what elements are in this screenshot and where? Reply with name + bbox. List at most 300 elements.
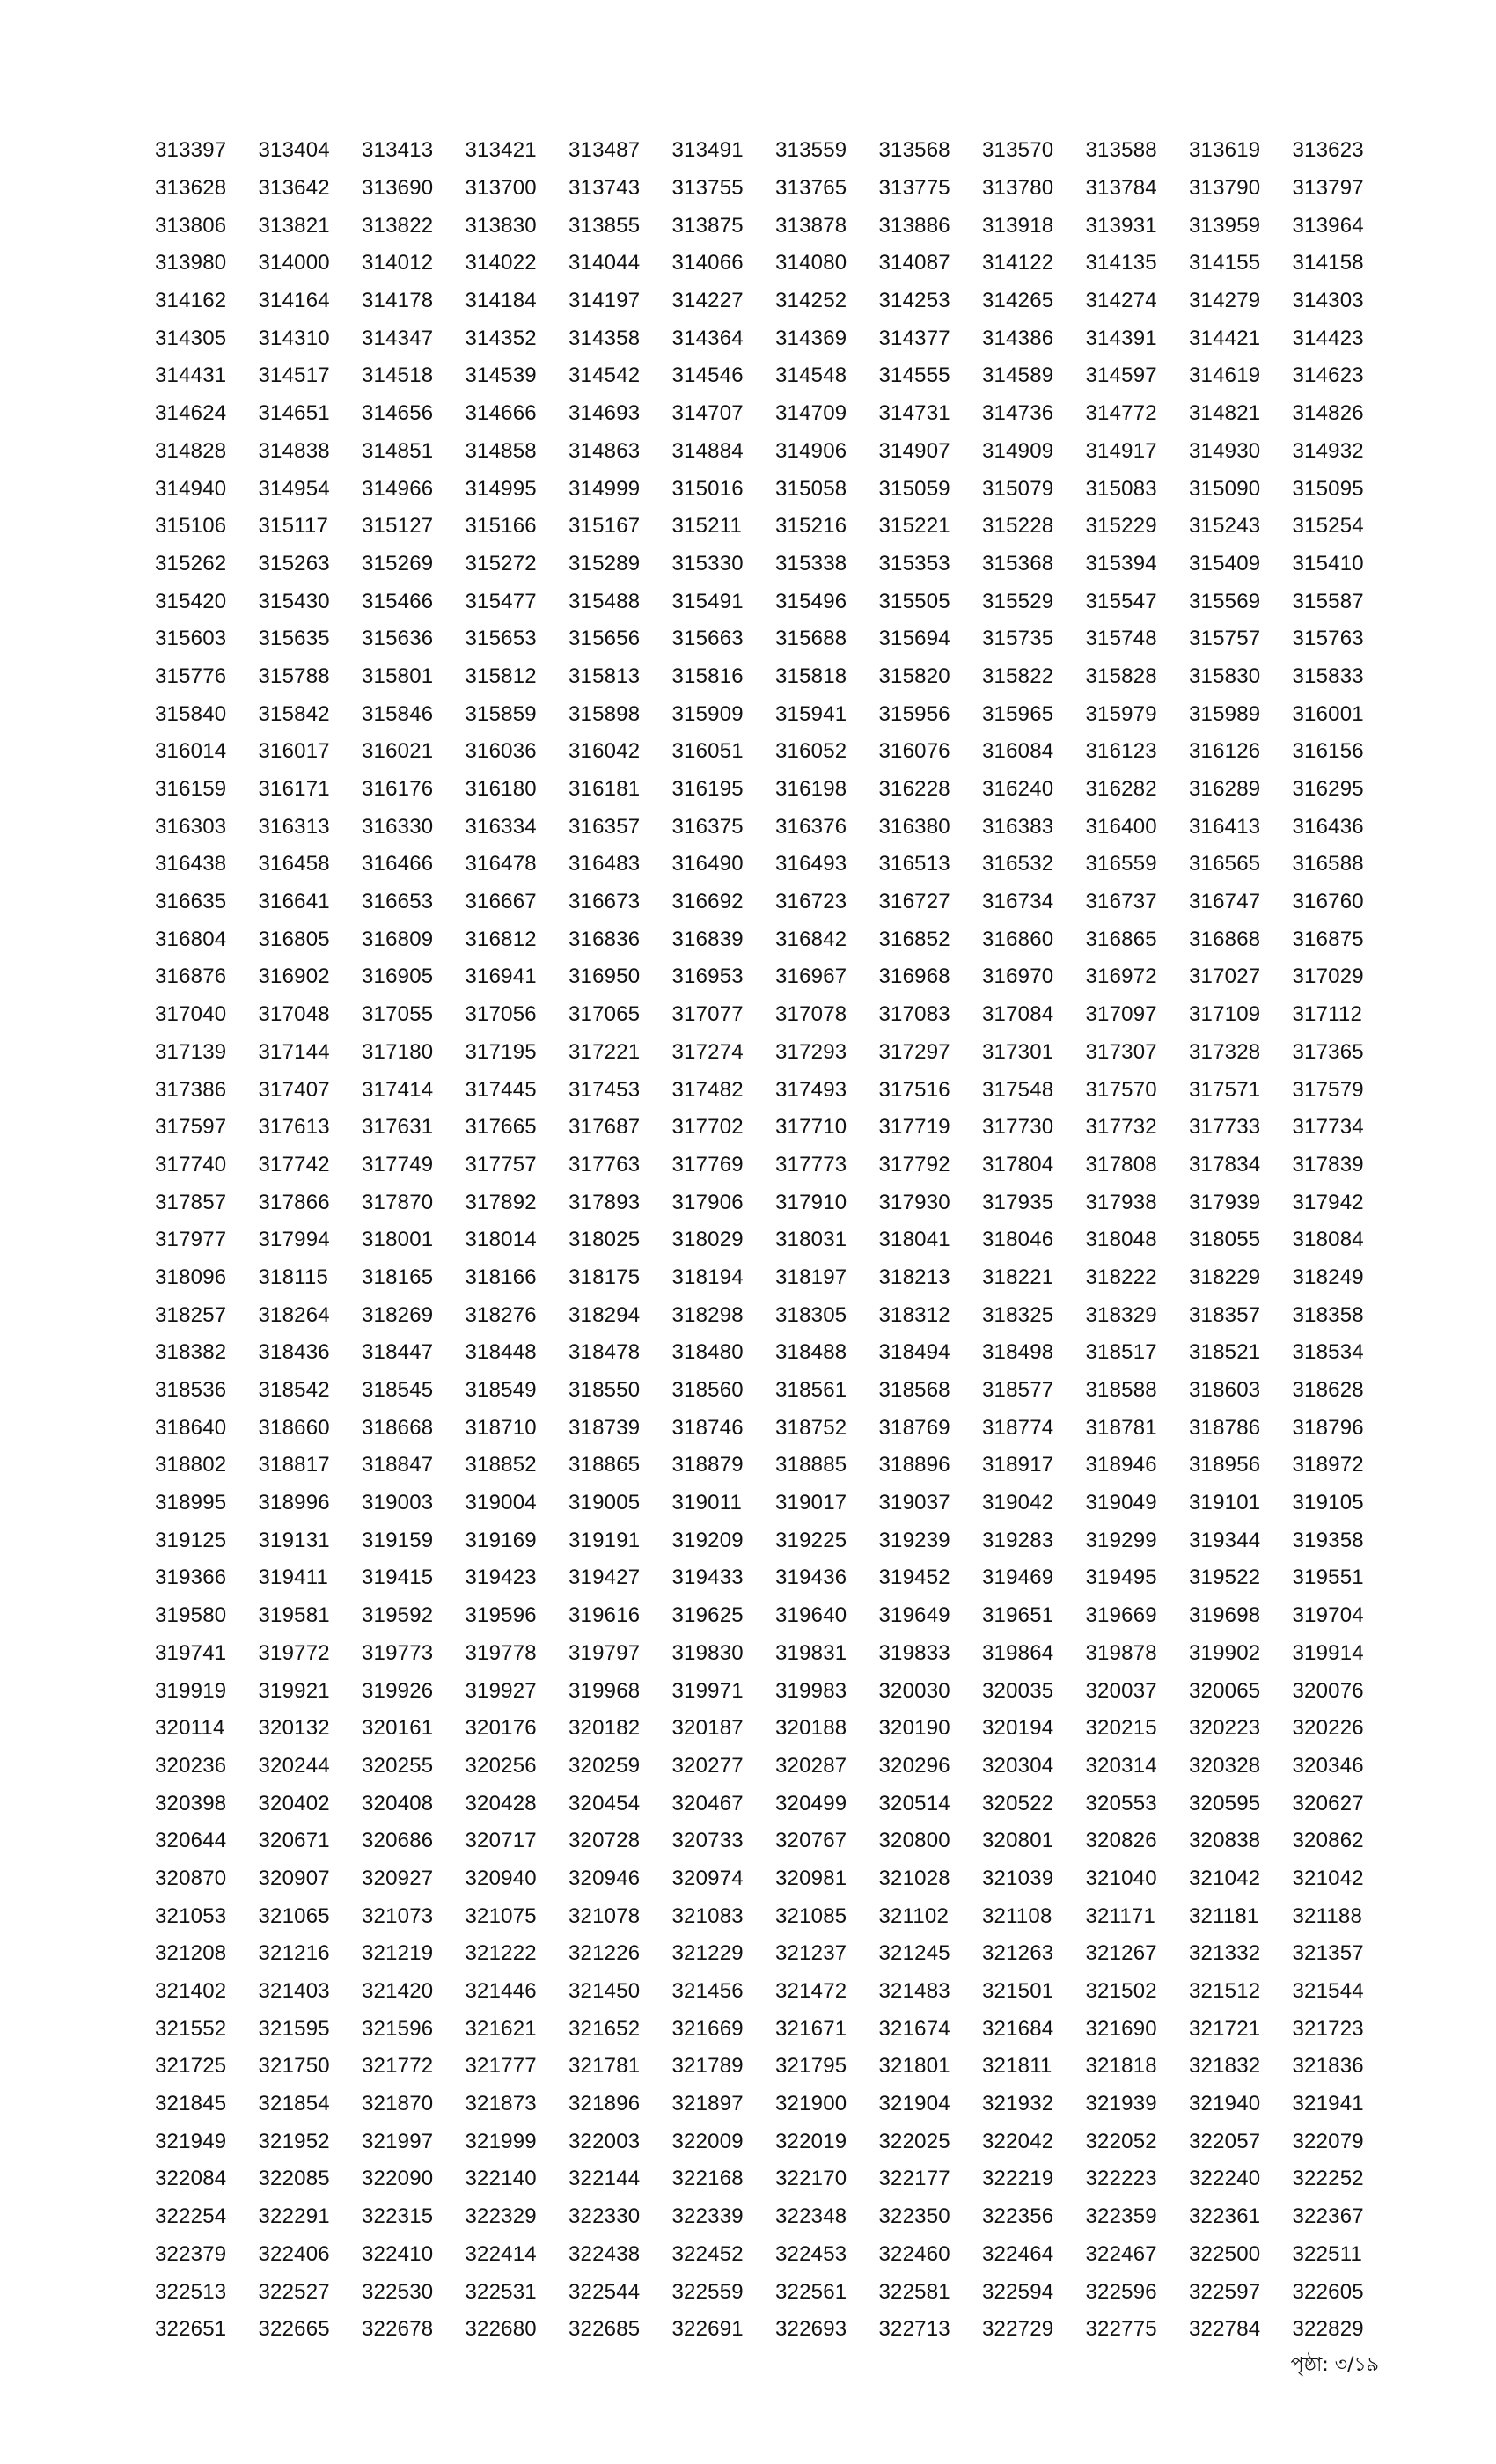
number-row <box>155 884 1396 921</box>
roll-number-cell: 313421 <box>465 138 537 163</box>
roll-number-cell: 322594 <box>982 2279 1054 2304</box>
roll-number-cell: 317719 <box>878 1115 950 1140</box>
roll-number-cell: 314906 <box>775 438 847 463</box>
roll-number-cell: 316588 <box>1292 852 1364 876</box>
roll-number-cell: 319551 <box>1292 1566 1364 1590</box>
roll-number-cell: 321237 <box>775 1941 847 1966</box>
roll-number-cell: 320132 <box>258 1716 330 1741</box>
roll-number-cell: 318025 <box>568 1228 641 1252</box>
roll-number-cell: 316052 <box>775 739 847 764</box>
roll-number-cell: 317942 <box>1292 1190 1364 1214</box>
roll-number-cell: 319049 <box>1085 1491 1157 1515</box>
roll-number-cell: 318521 <box>1189 1340 1261 1365</box>
roll-number-cell: 314930 <box>1189 438 1261 463</box>
roll-number-cell: 316493 <box>775 852 847 876</box>
roll-number-cell: 316289 <box>1189 777 1261 802</box>
roll-number-cell: 316737 <box>1085 890 1157 914</box>
roll-number-cell: 322410 <box>362 2241 434 2266</box>
roll-number-cell: 316805 <box>258 927 330 951</box>
roll-number-cell: 318972 <box>1292 1453 1364 1478</box>
roll-number-cell: 322452 <box>671 2241 744 2266</box>
roll-number-cell: 318498 <box>982 1340 1054 1365</box>
roll-number-cell: 317906 <box>671 1190 744 1214</box>
roll-number-cell: 318847 <box>362 1453 434 1478</box>
roll-number-cell: 319239 <box>878 1528 950 1552</box>
roll-number-cell: 318896 <box>878 1453 950 1478</box>
number-row <box>155 2273 1396 2311</box>
roll-number-cell: 317749 <box>362 1152 434 1177</box>
roll-number-cell: 315221 <box>878 514 950 539</box>
roll-number-cell: 317055 <box>362 1002 434 1027</box>
roll-number-cell: 321832 <box>1189 2054 1261 2079</box>
roll-number-cell: 321483 <box>878 1979 950 2004</box>
roll-number-cell: 322330 <box>568 2204 641 2229</box>
roll-number-cell: 313743 <box>568 176 641 201</box>
number-row <box>155 1935 1396 1973</box>
roll-number-cell: 321222 <box>465 1941 537 1966</box>
roll-number-cell: 319592 <box>362 1603 434 1628</box>
roll-number-cell: 322356 <box>982 2204 1054 2229</box>
roll-number-cell: 318542 <box>258 1378 330 1403</box>
roll-number-cell: 314651 <box>258 401 330 426</box>
roll-number-cell: 321781 <box>568 2054 641 2079</box>
roll-number-cell: 321621 <box>465 2016 537 2041</box>
roll-number-cell: 314184 <box>465 289 537 313</box>
roll-number-cell: 321219 <box>362 1941 434 1966</box>
roll-number-cell: 321845 <box>155 2092 227 2116</box>
roll-number-cell: 317938 <box>1085 1190 1157 1214</box>
roll-number-cell: 321721 <box>1189 2016 1261 2041</box>
roll-number-cell: 321216 <box>258 1941 330 1966</box>
roll-number-cell: 313980 <box>155 251 227 275</box>
roll-number-cell: 313755 <box>671 176 744 201</box>
roll-number-cell: 318739 <box>568 1415 641 1440</box>
roll-number-cell: 314252 <box>775 289 847 313</box>
roll-number-cell: 314135 <box>1085 251 1157 275</box>
roll-number-cell: 319299 <box>1085 1528 1157 1552</box>
roll-number-cell: 316842 <box>775 927 847 951</box>
roll-number-cell: 318560 <box>671 1378 744 1403</box>
roll-number-cell: 316282 <box>1085 777 1157 802</box>
roll-number-cell: 315846 <box>362 701 434 726</box>
roll-number-cell: 320553 <box>1085 1791 1157 1815</box>
roll-number-cell: 318165 <box>362 1265 434 1289</box>
roll-number-cell: 316953 <box>671 964 744 989</box>
roll-number-cell: 315079 <box>982 476 1054 501</box>
number-row <box>155 1259 1396 1297</box>
roll-number-cell: 320499 <box>775 1791 847 1815</box>
roll-number-cell: 319919 <box>155 1678 227 1703</box>
roll-number-cell: 316123 <box>1085 739 1157 764</box>
roll-number-cell: 318448 <box>465 1340 537 1365</box>
roll-number-cell: 316051 <box>671 739 744 764</box>
roll-number-cell: 317083 <box>878 1002 950 1027</box>
roll-number-cell: 322453 <box>775 2241 847 2266</box>
roll-number-cell: 317293 <box>775 1039 847 1064</box>
roll-number-cell: 315529 <box>982 589 1054 613</box>
roll-number-cell: 319415 <box>362 1566 434 1590</box>
roll-number-cell: 320215 <box>1085 1716 1157 1741</box>
roll-number-cell: 318096 <box>155 1265 227 1289</box>
roll-number-cell: 319580 <box>155 1603 227 1628</box>
roll-number-cell: 315663 <box>671 627 744 651</box>
roll-number-cell: 319797 <box>568 1640 641 1665</box>
roll-number-cell: 316875 <box>1292 927 1364 951</box>
roll-number-cell: 314666 <box>465 401 537 426</box>
roll-number-cell: 322219 <box>982 2167 1054 2191</box>
roll-number-cell: 317084 <box>982 1002 1054 1027</box>
roll-number-cell: 316478 <box>465 852 537 876</box>
roll-number-cell: 317930 <box>878 1190 950 1214</box>
roll-number-cell: 315430 <box>258 589 330 613</box>
roll-number-cell: 322500 <box>1189 2241 1261 2266</box>
roll-number-cell: 315083 <box>1085 476 1157 501</box>
roll-number-cell: 315058 <box>775 476 847 501</box>
number-row <box>155 132 1396 170</box>
roll-number-cell: 317733 <box>1189 1115 1261 1140</box>
roll-number-cell: 317773 <box>775 1152 847 1177</box>
roll-number-cell: 317571 <box>1189 1077 1261 1102</box>
roll-number-cell: 314274 <box>1085 289 1157 313</box>
roll-number-cell: 315603 <box>155 627 227 651</box>
roll-number-cell: 321671 <box>775 2016 847 2041</box>
roll-number-cell: 318561 <box>775 1378 847 1403</box>
number-row <box>155 920 1396 958</box>
roll-number-cell: 317493 <box>775 1077 847 1102</box>
roll-number-cell: 314279 <box>1189 289 1261 313</box>
roll-number-cell: 319469 <box>982 1566 1054 1590</box>
roll-number-cell: 314431 <box>155 363 227 388</box>
roll-number-cell: 314597 <box>1085 363 1157 388</box>
roll-number-cell: 321332 <box>1189 1941 1261 1966</box>
roll-number-cell: 315941 <box>775 701 847 726</box>
roll-number-cell: 314421 <box>1189 326 1261 350</box>
roll-number-cell: 322359 <box>1085 2204 1157 2229</box>
roll-number-cell: 322530 <box>362 2279 434 2304</box>
roll-number-cell: 316376 <box>775 814 847 839</box>
roll-number-cell: 315269 <box>362 551 434 576</box>
roll-number-cell: 319452 <box>878 1566 950 1590</box>
roll-number-cell: 319581 <box>258 1603 330 1628</box>
roll-number-cell: 322559 <box>671 2279 744 2304</box>
roll-number-cell: 317910 <box>775 1190 847 1214</box>
roll-number-cell: 315694 <box>878 627 950 651</box>
roll-number-cell: 314377 <box>878 326 950 350</box>
number-row <box>155 2048 1396 2086</box>
roll-number-cell: 316181 <box>568 777 641 802</box>
roll-number-cell: 314539 <box>465 363 537 388</box>
roll-number-cell: 315636 <box>362 627 434 651</box>
roll-number-cell: 318382 <box>155 1340 227 1365</box>
roll-number-cell: 322367 <box>1292 2204 1364 2229</box>
roll-number-cell: 322168 <box>671 2167 744 2191</box>
roll-number-cell: 320940 <box>465 1866 537 1890</box>
roll-number-cell: 315338 <box>775 551 847 576</box>
roll-number-cell: 317734 <box>1292 1115 1364 1140</box>
number-row <box>155 996 1396 1034</box>
roll-number-cell: 313765 <box>775 176 847 201</box>
roll-number-cell: 314518 <box>362 363 434 388</box>
roll-number-cell: 318213 <box>878 1265 950 1289</box>
roll-number-cell: 317665 <box>465 1115 537 1140</box>
roll-number-cell: 315748 <box>1085 627 1157 651</box>
roll-number-cell: 314253 <box>878 289 950 313</box>
roll-number-cell: 321904 <box>878 2092 950 2116</box>
roll-number-cell: 321552 <box>155 2016 227 2041</box>
roll-number-cell: 322140 <box>465 2167 537 2191</box>
roll-number-cell: 320188 <box>775 1716 847 1741</box>
roll-number-cell: 314940 <box>155 476 227 501</box>
roll-number-cell: 317077 <box>671 1002 744 1027</box>
roll-number-cell: 315410 <box>1292 551 1364 576</box>
roll-number-cell: 317482 <box>671 1077 744 1102</box>
roll-number-cell: 321188 <box>1292 1903 1363 1928</box>
roll-number-cell: 318865 <box>568 1453 641 1478</box>
roll-number-cell: 319773 <box>362 1640 434 1665</box>
roll-number-cell: 321403 <box>258 1979 330 2004</box>
roll-number-cell: 322252 <box>1292 2167 1364 2191</box>
roll-number-cell: 316804 <box>155 927 227 951</box>
roll-number-cell: 315820 <box>878 664 950 688</box>
roll-number-cell: 314178 <box>362 289 434 313</box>
roll-number-cell: 321208 <box>155 1941 227 1966</box>
roll-number-cell: 318115 <box>258 1265 329 1289</box>
roll-number-cell: 320296 <box>878 1753 950 1778</box>
roll-number-cell: 321997 <box>362 2129 434 2153</box>
roll-number-cell: 321357 <box>1292 1941 1364 1966</box>
roll-number-cell: 318257 <box>155 1302 227 1327</box>
roll-number-cell: 318249 <box>1292 1265 1364 1289</box>
roll-number-cell: 317710 <box>775 1115 847 1140</box>
number-row <box>155 1597 1396 1635</box>
roll-number-cell: 316812 <box>465 927 537 951</box>
roll-number-cell: 314909 <box>982 438 1054 463</box>
roll-number-cell: 315243 <box>1189 514 1261 539</box>
roll-number-cell: 315830 <box>1189 664 1261 688</box>
roll-number-cell: 321900 <box>775 2092 847 2116</box>
roll-number-cell: 316017 <box>258 739 330 764</box>
number-row <box>155 319 1396 357</box>
roll-number-cell: 318001 <box>362 1228 434 1252</box>
roll-number-cell: 316014 <box>155 739 227 764</box>
roll-number-cell: 315859 <box>465 701 537 726</box>
roll-number-cell: 315272 <box>465 551 537 576</box>
roll-number-cell: 322361 <box>1189 2204 1261 2229</box>
number-row <box>155 508 1396 546</box>
roll-number-cell: 316159 <box>155 777 227 802</box>
roll-number-cell: 317834 <box>1189 1152 1261 1177</box>
roll-number-cell: 314517 <box>258 363 330 388</box>
roll-number-cell: 318031 <box>775 1228 847 1252</box>
roll-number-cell: 320194 <box>982 1716 1054 1741</box>
roll-number-cell: 316667 <box>465 890 537 914</box>
roll-number-cell: 319704 <box>1292 1603 1364 1628</box>
roll-number-cell: 315228 <box>982 514 1054 539</box>
roll-number-cell: 322025 <box>878 2129 950 2153</box>
roll-number-cell: 316532 <box>982 852 1054 876</box>
roll-number-cell: 319433 <box>671 1566 744 1590</box>
roll-number-cell: 318588 <box>1085 1378 1157 1403</box>
number-row <box>155 2123 1396 2160</box>
roll-number-cell: 315965 <box>982 701 1054 726</box>
roll-number-cell: 313878 <box>775 213 847 238</box>
roll-number-cell: 322680 <box>465 2317 537 2342</box>
roll-number-cell: 316383 <box>982 814 1054 839</box>
roll-number-cell: 314369 <box>775 326 847 350</box>
roll-number-cell: 317307 <box>1085 1039 1157 1064</box>
roll-number-cell: 314884 <box>671 438 744 463</box>
roll-number-cell: 316692 <box>671 890 744 914</box>
roll-number-cell: 320907 <box>258 1866 330 1890</box>
number-row <box>155 207 1396 245</box>
roll-number-cell: 319651 <box>982 1603 1054 1628</box>
roll-number-cell: 315059 <box>878 476 950 501</box>
roll-number-cell: 313797 <box>1292 176 1364 201</box>
roll-number-cell: 315989 <box>1189 701 1261 726</box>
roll-number-cell: 316641 <box>258 890 330 914</box>
roll-number-cell: 319772 <box>258 1640 330 1665</box>
number-row <box>155 1485 1396 1522</box>
number-row <box>155 1860 1396 1898</box>
roll-number-cell: 322467 <box>1085 2241 1157 2266</box>
number-row <box>155 583 1396 620</box>
roll-number-cell: 313784 <box>1085 176 1157 201</box>
roll-number-cell: 320671 <box>258 1829 330 1853</box>
roll-number-cell: 321952 <box>258 2129 330 2153</box>
roll-number-cell: 316972 <box>1085 964 1157 989</box>
roll-number-cell: 314619 <box>1189 363 1261 388</box>
roll-number-cell: 315956 <box>878 701 950 726</box>
roll-number-cell: 316673 <box>568 890 641 914</box>
roll-number-cell: 319011 <box>671 1491 743 1515</box>
roll-number-cell: 314155 <box>1189 251 1261 275</box>
roll-number-cell: 321085 <box>775 1903 847 1928</box>
roll-number-cell: 322350 <box>878 2204 950 2229</box>
roll-number-cell: 318817 <box>258 1453 330 1478</box>
roll-number-cell: 316357 <box>568 814 641 839</box>
roll-number-cell: 318534 <box>1292 1340 1364 1365</box>
roll-number-cell: 320717 <box>465 1829 537 1853</box>
number-row <box>155 170 1396 208</box>
roll-number-cell: 316126 <box>1189 739 1261 764</box>
roll-number-cell: 317109 <box>1189 1002 1261 1027</box>
roll-number-cell: 315979 <box>1085 701 1157 726</box>
roll-number-cell: 320927 <box>362 1866 434 1890</box>
roll-number-cell: 315106 <box>155 514 227 539</box>
roll-number-cell: 319971 <box>671 1678 744 1703</box>
roll-number-cell: 322170 <box>775 2167 847 2191</box>
number-row <box>155 433 1396 471</box>
number-row <box>155 1559 1396 1597</box>
roll-number-cell: 318329 <box>1085 1302 1157 1327</box>
roll-number-cell: 318746 <box>671 1415 744 1440</box>
roll-number-cell: 322685 <box>568 2317 641 2342</box>
number-row <box>155 1672 1396 1710</box>
roll-number-cell: 315216 <box>775 514 847 539</box>
roll-number-cell: 315166 <box>465 514 537 539</box>
roll-number-cell: 318550 <box>568 1378 641 1403</box>
roll-number-cell: 319698 <box>1189 1603 1261 1628</box>
number-row <box>155 1447 1396 1485</box>
roll-number-cell: 321939 <box>1085 2092 1157 2116</box>
roll-number-cell: 318494 <box>878 1340 950 1365</box>
roll-number-cell: 318298 <box>671 1302 744 1327</box>
roll-number-cell: 317702 <box>671 1115 744 1140</box>
roll-number-cell: 316198 <box>775 777 847 802</box>
roll-number-cell: 320035 <box>982 1678 1054 1703</box>
roll-number-cell: 318084 <box>1292 1228 1364 1252</box>
roll-number-cell: 320767 <box>775 1829 847 1853</box>
roll-number-cell: 320826 <box>1085 1829 1157 1853</box>
roll-number-cell: 319983 <box>775 1678 847 1703</box>
number-row <box>155 2160 1396 2198</box>
roll-number-cell: 315763 <box>1292 627 1364 651</box>
roll-number-cell: 317769 <box>671 1152 744 1177</box>
roll-number-cell: 316176 <box>362 777 434 802</box>
roll-number-cell: 318436 <box>258 1340 330 1365</box>
roll-number-cell: 318325 <box>982 1302 1054 1327</box>
roll-number-cell: 321652 <box>568 2016 641 2041</box>
roll-number-cell: 314954 <box>258 476 330 501</box>
roll-number-cell: 321690 <box>1085 2016 1157 2041</box>
roll-number-cell: 316852 <box>878 927 950 951</box>
roll-number-cell: 316228 <box>878 777 950 802</box>
roll-number-cell: 316941 <box>465 964 537 989</box>
roll-number-cell: 315016 <box>671 476 744 501</box>
roll-number-cell: 321870 <box>362 2092 434 2116</box>
roll-number-cell: 318197 <box>775 1265 847 1289</box>
roll-number-cell: 321725 <box>155 2054 227 2079</box>
roll-number-cell: 314122 <box>982 251 1054 275</box>
roll-number-cell: 315898 <box>568 701 641 726</box>
roll-number-cell: 316084 <box>982 739 1054 764</box>
number-row <box>155 1409 1396 1447</box>
roll-number-cell: 314164 <box>258 289 330 313</box>
roll-number-cell: 313491 <box>671 138 744 163</box>
roll-number-cell: 316458 <box>258 852 330 876</box>
roll-number-cell: 316042 <box>568 739 641 764</box>
roll-number-cell: 317386 <box>155 1077 227 1102</box>
number-row <box>155 1334 1396 1372</box>
roll-number-cell: 318294 <box>568 1302 641 1327</box>
roll-number-cell: 319649 <box>878 1603 950 1628</box>
roll-number-cell: 319926 <box>362 1678 434 1703</box>
roll-number-cell: 321669 <box>671 2016 744 2041</box>
roll-number-cell: 315788 <box>258 664 330 688</box>
roll-number-cell: 315822 <box>982 664 1054 688</box>
roll-number-cell: 314623 <box>1292 363 1364 388</box>
roll-number-cell: 319358 <box>1292 1528 1364 1552</box>
roll-number-cell: 319191 <box>568 1528 641 1552</box>
roll-number-cell: 322329 <box>465 2204 537 2229</box>
roll-number-cell: 317792 <box>878 1152 950 1177</box>
roll-number-cell: 314423 <box>1292 326 1364 350</box>
roll-number-cell: 315735 <box>982 627 1054 651</box>
roll-number-cell: 322775 <box>1085 2317 1157 2342</box>
roll-number-cell: 318710 <box>465 1415 537 1440</box>
roll-number-cell: 313855 <box>568 213 641 238</box>
roll-number-cell: 318536 <box>155 1378 227 1403</box>
roll-number-cell: 316950 <box>568 964 641 989</box>
number-row <box>155 733 1396 771</box>
number-row <box>155 2236 1396 2274</box>
roll-number-cell: 317301 <box>982 1039 1054 1064</box>
number-row <box>155 1897 1396 1935</box>
roll-number-cell: 317870 <box>362 1190 434 1214</box>
roll-number-cell: 319831 <box>775 1640 847 1665</box>
roll-number-cell: 315167 <box>568 514 641 539</box>
roll-number-cell: 320190 <box>878 1716 950 1741</box>
